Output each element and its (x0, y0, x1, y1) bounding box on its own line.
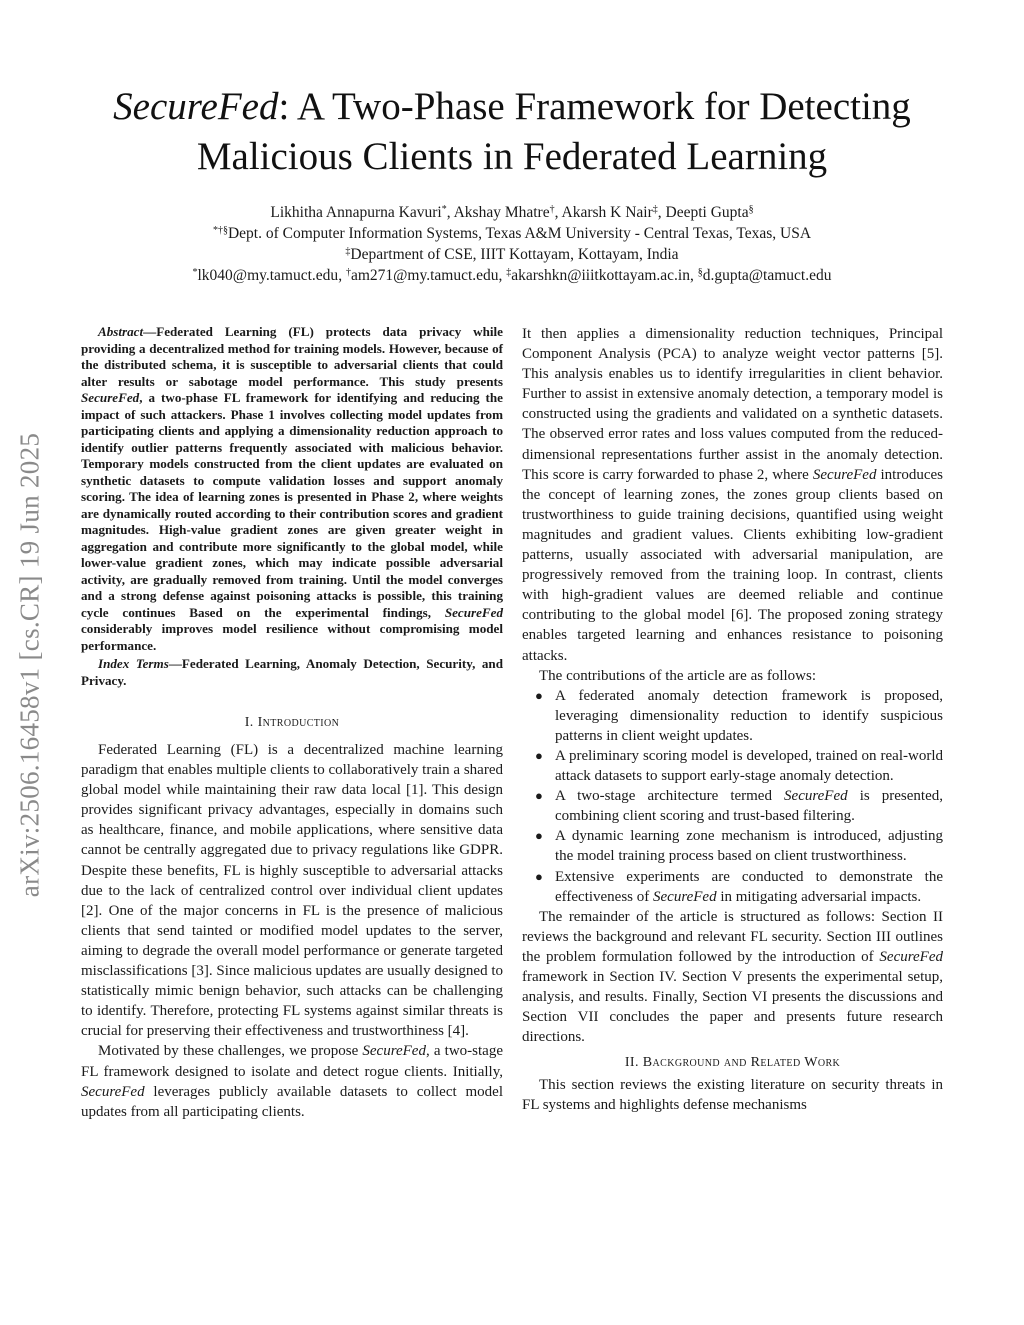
author-name: Likhitha Annapurna Kavuri (270, 204, 442, 221)
paragraph-text: , a two-stage FL framework designed to isolate and detect rogue clients. Initially, (81, 1043, 503, 1080)
intro-paragraph-continued (522, 324, 943, 666)
affiliation-1 (60, 223, 964, 244)
intro-paragraph-1: Federated Learning (FL) is a decentralized machine learning paradigm that enables multiple clients to collaboratively train a shared global model while maintaining their raw data local [1]. This design provides significant privacy advantages, especially in domains such as healthcare, finance, and mobile applications, where sensitive data cannot be centrally aggregated due to privacy regulations like GDPR. Despite these benefits, FL is highly susceptible to adversarial attacks due to the lack of centralized control over individual client updates [2]. One of the major concerns in FL is the presence of malicious clients that send tainted or modified model updates to the server, aiming to degrade the overall model performance or generate targeted misclassifications [3]. Since malicious updates are usually designed to statistically mimic benign behavior, such attacks can be challenging to identify. Therefore, protecting FL systems against similar threats is crucial for preserving their effectiveness and trustworthiness [4]. (81, 742, 503, 1040)
title-line-1 (60, 82, 964, 132)
list-item (522, 786, 943, 826)
author-block (60, 202, 964, 286)
section-title: Background and Related Work (642, 1055, 841, 1071)
abstract-system-name: SecureFed (81, 390, 140, 405)
section-heading-background (522, 1055, 943, 1071)
list-item (522, 826, 943, 866)
background-paragraph-1: This section reviews the existing literature on security threats in FL systems and highlights defense mechanisms (522, 1077, 943, 1114)
list-item (522, 867, 943, 907)
index-terms-lead: Index Terms (98, 656, 169, 671)
affiliation-1-text: Dept. of Computer Information Systems, Texas A&M University - Central Texas, Texas, USA (227, 225, 812, 242)
email-separator: , (338, 267, 346, 284)
affiliation-1-mark: *†§ (212, 225, 228, 236)
abstract (81, 324, 503, 654)
bullet-icon: ● (535, 687, 543, 703)
arxiv-sidebar (8, 375, 52, 955)
author-separator: , (446, 204, 454, 221)
abstract-lead: Abstract (98, 324, 144, 339)
left-column (81, 324, 503, 1122)
author-email: akarshkn@iiitkottayam.ac.in (511, 267, 690, 284)
list-item (522, 686, 943, 746)
system-name: SecureFed (784, 788, 848, 805)
bullet-icon: ● (535, 868, 543, 884)
email-separator: , (689, 267, 698, 284)
arxiv-identifier: arXiv:2506.16458v1 [cs.CR] 19 Jun 2025 (14, 432, 45, 898)
author-names (60, 202, 964, 223)
list-item-text: Extensive experiments are conducted to demonstrate the effectiveness of (555, 868, 943, 905)
author-emails (60, 265, 964, 286)
paragraph-text: It then applies a dimensionality reduction techniques, Principal Component Analysis (PCA) to analyze weight vector patterns [5]. This analysis enables us to identify irregularities in client behavior. Further to assist in extensive anomaly detection, a temporary model is constructed using the gradients and validated on a synthetic datasets. The observed error rates and loss values computed from the reduced-dimensional representations further assist in the anomaly detection. This score is carry forwarded to phase 2, where (522, 326, 943, 483)
remainder-paragraph (522, 907, 943, 1048)
system-name: SecureFed (879, 948, 943, 965)
abstract-text-3: considerably improves model resilience without compromising model performance. (81, 621, 503, 653)
email-mark: † (345, 267, 351, 278)
section-heading-introduction (81, 715, 503, 731)
intro-paragraph-2 (81, 1041, 503, 1121)
author-separator: , (554, 204, 562, 221)
title-line-1-rest: : A Two-Phase Framework for Detecting (278, 85, 911, 128)
section-numeral: I. (244, 715, 258, 730)
email-mark: § (697, 267, 703, 278)
author-email: d.gupta@tamuct.edu (702, 267, 832, 284)
author-name: Akarsh K Nair (561, 204, 653, 221)
affiliation-2 (60, 244, 964, 265)
paragraph-text: framework in Section IV. Section V presents the experimental setup, analysis, and results. Finally, Section VI presents the discussions and Section VII concludes the paper and presents future research directions. (522, 969, 943, 1046)
author-mark: § (748, 204, 754, 215)
index-terms-text: —Federated Learning, Anomaly Detection, Security, and Privacy. (81, 656, 503, 688)
section-numeral: II. (624, 1055, 643, 1071)
affiliation-2-text: Department of CSE, IIIT Kottayam, Kottayam, India (350, 246, 679, 263)
list-item-text: A two-stage architecture termed (555, 788, 785, 805)
system-name: SecureFed (653, 888, 717, 905)
title-line-2: Malicious Clients in Federated Learning (196, 135, 828, 178)
contributions-list (522, 686, 943, 907)
contributions-intro: The contributions of the article are as follows: (539, 667, 816, 684)
index-terms (81, 656, 503, 689)
paragraph-text: Motivated by these challenges, we propose (98, 1043, 363, 1060)
right-column (522, 324, 943, 1116)
author-mark: † (549, 204, 555, 215)
list-item-text: A federated anomaly detection framework is proposed, leveraging dimensionality reduction to identify suspicious patterns in client weight updates. (555, 687, 943, 744)
list-item-text: A preliminary scoring model is developed, trained on real-world attack datasets to support early-stage anomaly detection. (555, 747, 943, 785)
abstract-system-name: SecureFed (444, 604, 503, 620)
author-mark: ‡ (652, 204, 658, 215)
list-item (522, 746, 943, 786)
author-email: am271@my.tamuct.edu (350, 267, 499, 284)
system-name: SecureFed (812, 466, 877, 483)
paragraph-text: introduces the concept of learning zones, the zones group clients based on trustworthiness to guide training decisions, quantified using weight magnitudes and gradient values. Clients exhibiting low-gradient patterns, usually associated with adversarial manipulation, are progressively removed from the training loop. In contrast, clients with high-gradient values are deemed reliable and continue contributing to the global model [6]. The proposed zoning strategy enables targeted learning and enhances resistance to poisoning attacks. (522, 466, 943, 664)
section-title: Introduction (257, 715, 340, 730)
list-item-text: A dynamic learning zone mechanism is introduced, adjusting the model training process based on client trustworthiness. (555, 828, 943, 865)
bullet-icon: ● (535, 828, 543, 844)
author-email: lk040@my.tamuct.edu (197, 267, 339, 284)
abstract-text-2: , a two-phase FL framework for identifying and reducing the impact of such attackers. Phase 1 involves collecting model updates from participating clients and applying a dimensionality reduction approach to identify outlier patterns frequently associated with malicious behavior. Temporary models constructed from the client updates are evaluated on synthetic datasets to compute validation losses and support anomaly scoring. The idea of learning zones is presented in Phase 2, where weights are dynamically routed according to their contribution scores and gradient magnitudes. High-value gradient zones are given greater weight in aggregation and contribute more significantly to the global model, while lower-value gradient zones, which may indicate possible adversarial activity, are gradually removed from training. Until the model converges and a strong defense against poisoning attacks is possible, this training cycle continues Based on the experimental findings, (81, 390, 503, 620)
bullet-icon: ● (535, 747, 543, 763)
email-mark: ‡ (506, 267, 512, 278)
system-name: SecureFed (81, 1083, 145, 1100)
email-separator: , (498, 267, 507, 284)
paper-title (60, 82, 964, 182)
author-separator: , (657, 204, 666, 221)
affiliation-2-mark: ‡ (345, 246, 351, 257)
paragraph-text: The remainder of the article is structured as follows: Section II reviews the background and relevant FL security. Section III outlines the problem formulation followed by the introduction of (522, 908, 943, 965)
abstract-text-1: —Federated Learning (FL) protects data privacy while providing a decentralized method for training models. However, because of the distributed schema, it is susceptible to adversarial clients that could alter results or sabotage model performance. This study presents (81, 324, 503, 389)
author-mark: * (441, 204, 447, 215)
title-system-name: SecureFed (113, 85, 279, 128)
list-item-text: is presented, combining client scoring and trust-based filtering. (555, 788, 943, 825)
email-mark: * (192, 267, 198, 278)
bullet-icon: ● (535, 788, 543, 804)
author-name: Deepti Gupta (665, 204, 749, 221)
author-name: Akshay Mhatre (453, 204, 550, 221)
list-item-text: in mitigating adversarial impacts. (716, 888, 922, 905)
system-name: SecureFed (362, 1043, 426, 1060)
paragraph-text: leverages publicly available datasets to collect model updates from all participating clients. (81, 1083, 503, 1120)
